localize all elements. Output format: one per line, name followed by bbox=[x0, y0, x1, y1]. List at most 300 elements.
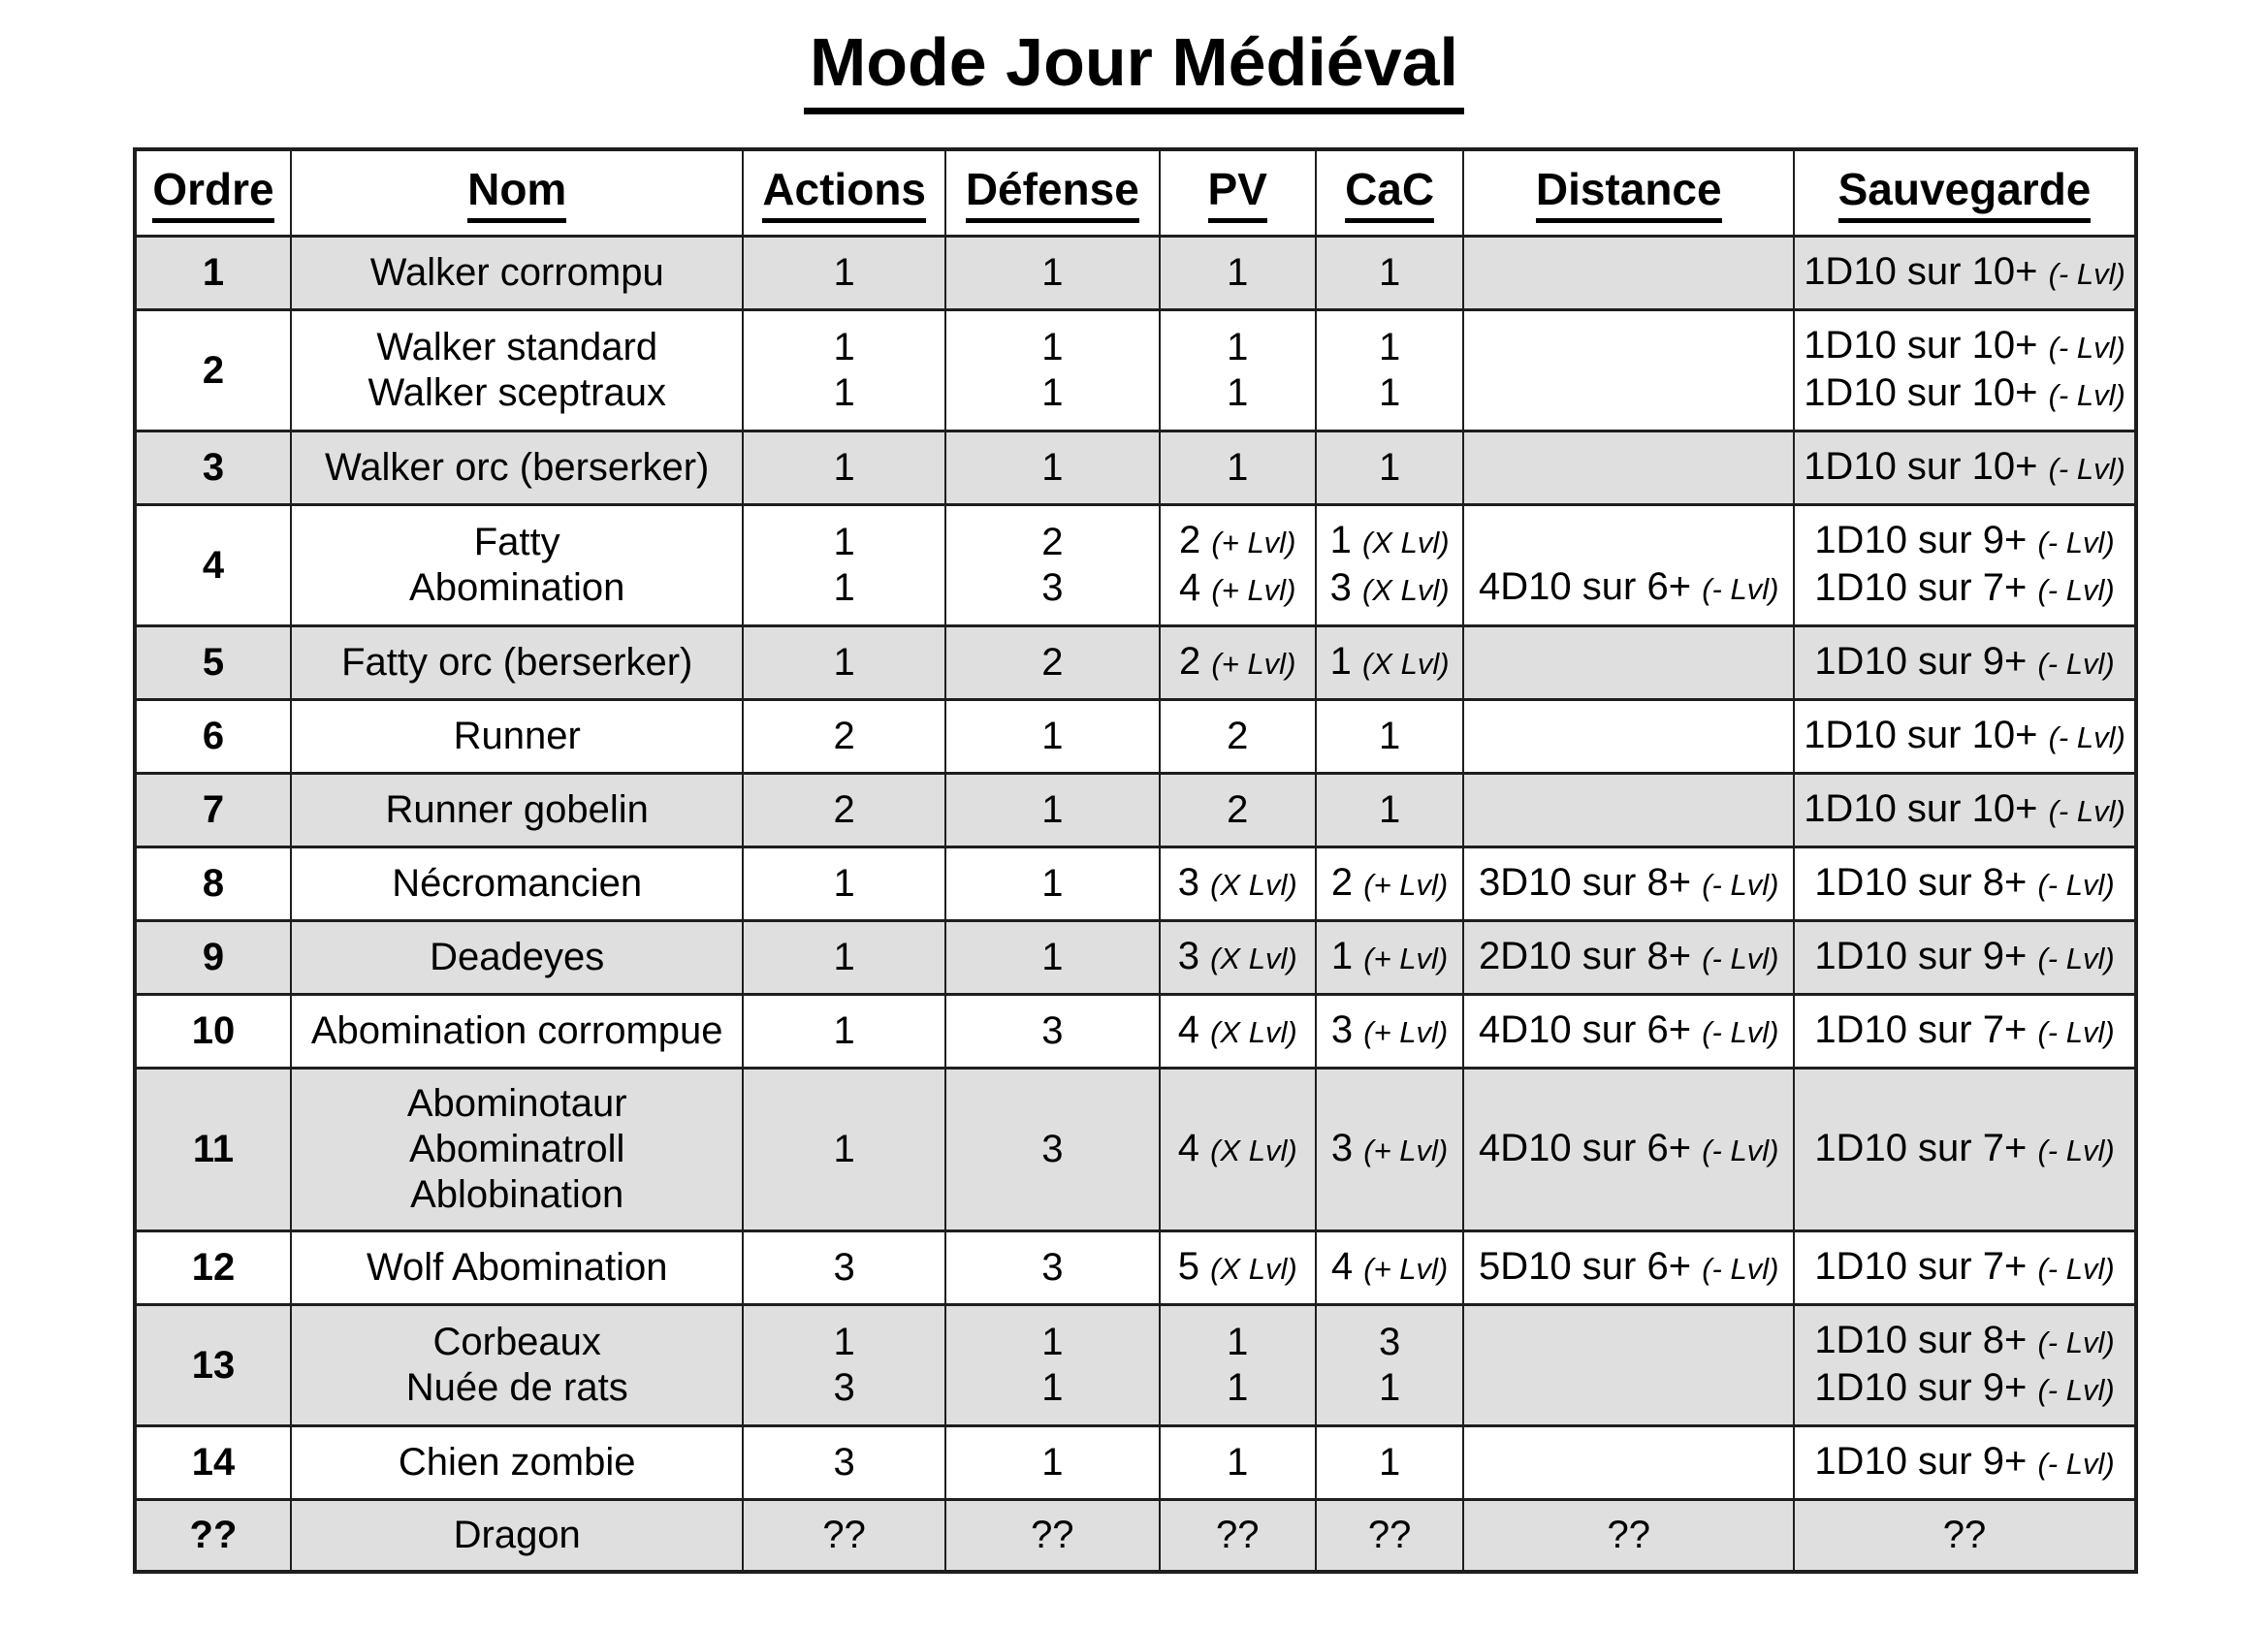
cell-line: 3 bbox=[1041, 1246, 1064, 1289]
cell-defense bbox=[945, 1305, 1160, 1426]
cell-sauvegarde bbox=[1794, 995, 2136, 1069]
cell-line: 1 bbox=[833, 371, 855, 414]
cell-line: 1D10 sur 7+ (- Lvl) bbox=[1814, 1245, 2115, 1288]
cell-line: 3 bbox=[833, 1366, 855, 1409]
table-row bbox=[135, 626, 2136, 700]
cell-line: 7 bbox=[202, 788, 225, 831]
cell-defense bbox=[945, 847, 1160, 921]
document-page bbox=[0, 25, 2268, 1574]
cell-line: ?? bbox=[1215, 1514, 1260, 1556]
cell-line: 1 bbox=[1378, 1441, 1401, 1484]
cell-ordre bbox=[135, 700, 291, 774]
level-modifier-suffix: (X Lvl) bbox=[1210, 868, 1297, 902]
cell-cac bbox=[1316, 1305, 1464, 1426]
cell-line: 1D10 sur 7+ (- Lvl) bbox=[1814, 566, 2115, 609]
level-modifier-suffix: (+ Lvl) bbox=[1363, 868, 1449, 902]
cell-line: 1 bbox=[833, 1321, 855, 1363]
cell-line: ?? bbox=[1942, 1514, 1987, 1556]
cell-line: 1 bbox=[1227, 1366, 1249, 1409]
column-header-sauvegarde bbox=[1794, 149, 2136, 237]
cell-cac bbox=[1316, 774, 1464, 847]
cell-sauvegarde bbox=[1794, 1305, 2136, 1426]
cell-actions bbox=[743, 505, 944, 626]
level-modifier-suffix: (- Lvl) bbox=[2048, 794, 2125, 828]
level-modifier-suffix: (- Lvl) bbox=[1702, 1134, 1779, 1167]
cell-line: 1 bbox=[202, 251, 225, 294]
cell-ordre bbox=[135, 1500, 291, 1573]
cell-line: 3 bbox=[1041, 1128, 1064, 1170]
cell-line: 1 bbox=[1378, 326, 1401, 368]
cell-distance bbox=[1463, 431, 1794, 505]
cell-line bbox=[1470, 519, 1787, 564]
cell-line: 1 bbox=[1378, 446, 1401, 489]
column-header-nom bbox=[291, 149, 743, 237]
level-modifier-suffix: (- Lvl) bbox=[2037, 1252, 2115, 1286]
cell-sauvegarde bbox=[1794, 1426, 2136, 1500]
cell-line: 4D10 sur 6+ (- Lvl) bbox=[1479, 1008, 1779, 1051]
cell-line: 1D10 sur 10+ (- Lvl) bbox=[1804, 324, 2125, 367]
level-modifier-suffix: (X Lvl) bbox=[1210, 1015, 1297, 1049]
cell-ordre bbox=[135, 1305, 291, 1426]
cell-line: Runner gobelin bbox=[385, 788, 649, 831]
cell-cac bbox=[1316, 995, 1464, 1069]
cell-line bbox=[1470, 640, 1787, 686]
cell-line: 2 (+ Lvl) bbox=[1179, 640, 1296, 683]
cell-sauvegarde bbox=[1794, 1231, 2136, 1305]
cell-ordre bbox=[135, 995, 291, 1069]
cell-line: 1D10 sur 10+ (- Lvl) bbox=[1804, 371, 2125, 414]
cell-line: 11 bbox=[192, 1128, 235, 1170]
cell-distance bbox=[1463, 700, 1794, 774]
cell-line: 1 bbox=[1378, 1366, 1401, 1409]
cell-line: 4 (+ Lvl) bbox=[1330, 1245, 1449, 1288]
cell-pv bbox=[1160, 431, 1316, 505]
cell-cac bbox=[1316, 431, 1464, 505]
level-modifier-suffix: (X Lvl) bbox=[1361, 573, 1450, 607]
cell-line: 1D10 sur 7+ (- Lvl) bbox=[1814, 1008, 2115, 1051]
cell-line: 1D10 sur 10+ (- Lvl) bbox=[1804, 445, 2125, 488]
column-header-distance bbox=[1463, 149, 1794, 237]
stats-table bbox=[133, 147, 2138, 1574]
cell-line: 2 bbox=[833, 715, 855, 757]
cell-line: 1 bbox=[1041, 371, 1064, 414]
cell-line: 1 bbox=[1378, 371, 1401, 414]
cell-sauvegarde bbox=[1794, 1500, 2136, 1573]
cell-defense bbox=[945, 431, 1160, 505]
level-modifier-suffix: (- Lvl) bbox=[2037, 573, 2115, 607]
cell-nom bbox=[291, 847, 743, 921]
cell-line bbox=[1470, 445, 1787, 491]
cell-line: 2 bbox=[1227, 715, 1249, 757]
column-header-label: Défense bbox=[966, 163, 1139, 223]
cell-sauvegarde bbox=[1794, 847, 2136, 921]
level-modifier-suffix: (X Lvl) bbox=[1210, 1252, 1297, 1286]
cell-line: 3 bbox=[1378, 1321, 1401, 1363]
cell-line: ?? bbox=[1031, 1514, 1074, 1556]
cell-nom bbox=[291, 310, 743, 431]
cell-line: 1 bbox=[1227, 446, 1249, 489]
cell-line: 4D10 sur 6+ (- Lvl) bbox=[1479, 565, 1779, 608]
cell-pv bbox=[1160, 921, 1316, 995]
cell-line: 1D10 sur 9+ (- Lvl) bbox=[1814, 1366, 2115, 1409]
cell-line: Deadeyes bbox=[430, 936, 605, 978]
cell-line: 1 (X Lvl) bbox=[1329, 640, 1450, 683]
cell-defense bbox=[945, 995, 1160, 1069]
cell-line: 1 bbox=[1041, 326, 1064, 368]
level-modifier-suffix: (- Lvl) bbox=[2048, 720, 2125, 754]
cell-line: 1 bbox=[1041, 446, 1064, 489]
table-row bbox=[135, 237, 2136, 310]
cell-line: 3 bbox=[833, 1246, 855, 1289]
level-modifier-suffix: (+ Lvl) bbox=[1363, 1134, 1449, 1167]
level-modifier-suffix: (+ Lvl) bbox=[1363, 942, 1449, 975]
cell-line: 1 bbox=[1227, 371, 1249, 414]
cell-ordre bbox=[135, 1231, 291, 1305]
cell-line: 1 bbox=[1041, 715, 1064, 757]
cell-cac bbox=[1316, 1069, 1464, 1231]
cell-line: Chien zombie bbox=[398, 1441, 636, 1484]
cell-ordre bbox=[135, 1426, 291, 1500]
cell-line: 1 bbox=[833, 1128, 855, 1170]
cell-ordre bbox=[135, 310, 291, 431]
cell-line: 2 bbox=[1041, 641, 1064, 684]
cell-nom bbox=[291, 626, 743, 700]
cell-ordre bbox=[135, 237, 291, 310]
cell-line: 1 bbox=[1378, 788, 1401, 831]
cell-line: Walker sceptraux bbox=[367, 371, 666, 414]
cell-distance bbox=[1463, 1426, 1794, 1500]
cell-line: 4 bbox=[202, 543, 225, 587]
cell-line: 1D10 sur 10+ (- Lvl) bbox=[1804, 714, 2125, 756]
cell-defense bbox=[945, 1426, 1160, 1500]
cell-line: 1 bbox=[833, 446, 855, 489]
cell-cac bbox=[1316, 1500, 1464, 1573]
cell-line: 3 (X Lvl) bbox=[1177, 935, 1297, 977]
level-modifier-suffix: (+ Lvl) bbox=[1363, 1252, 1449, 1286]
cell-actions bbox=[743, 995, 944, 1069]
cell-line: 4D10 sur 6+ (- Lvl) bbox=[1479, 1127, 1779, 1169]
cell-nom bbox=[291, 1500, 743, 1573]
column-header-defense bbox=[945, 149, 1160, 237]
cell-sauvegarde bbox=[1794, 700, 2136, 774]
cell-ordre bbox=[135, 431, 291, 505]
cell-line: 1 (+ Lvl) bbox=[1330, 935, 1449, 977]
level-modifier-suffix: (- Lvl) bbox=[1702, 942, 1779, 975]
cell-pv bbox=[1160, 310, 1316, 431]
cell-line: Wolf Abomination bbox=[366, 1246, 668, 1289]
column-header-label: PV bbox=[1208, 163, 1267, 223]
cell-sauvegarde bbox=[1794, 505, 2136, 626]
level-modifier-suffix: (- Lvl) bbox=[1702, 868, 1779, 902]
cell-line: 1 bbox=[833, 521, 855, 563]
level-modifier-suffix: (- Lvl) bbox=[2037, 647, 2115, 681]
cell-line: 1 bbox=[1227, 326, 1249, 368]
cell-defense bbox=[945, 505, 1160, 626]
cell-line: 5 (X Lvl) bbox=[1177, 1245, 1297, 1288]
cell-line: Abominotaur bbox=[406, 1082, 627, 1125]
column-header-label: CaC bbox=[1345, 163, 1434, 223]
cell-nom bbox=[291, 1231, 743, 1305]
cell-nom bbox=[291, 505, 743, 626]
cell-line bbox=[1470, 250, 1787, 296]
cell-line: 8 bbox=[202, 862, 225, 905]
cell-line: 1D10 sur 9+ (- Lvl) bbox=[1814, 640, 2115, 683]
cell-ordre bbox=[135, 921, 291, 995]
cell-line: 1D10 sur 8+ (- Lvl) bbox=[1814, 1319, 2115, 1361]
cell-pv bbox=[1160, 774, 1316, 847]
level-modifier-suffix: (- Lvl) bbox=[2037, 1134, 2115, 1167]
cell-ordre bbox=[135, 1069, 291, 1231]
level-modifier-suffix: (+ Lvl) bbox=[1211, 573, 1296, 607]
cell-pv bbox=[1160, 1500, 1316, 1573]
cell-line: 13 bbox=[191, 1343, 236, 1387]
cell-line: 3 (+ Lvl) bbox=[1330, 1008, 1449, 1051]
level-modifier-suffix: (- Lvl) bbox=[2037, 1373, 2115, 1407]
cell-ordre bbox=[135, 626, 291, 700]
cell-line: 1D10 sur 7+ (- Lvl) bbox=[1814, 1127, 2115, 1169]
table-row bbox=[135, 847, 2136, 921]
cell-line: 1 bbox=[1041, 1321, 1064, 1363]
table-row bbox=[135, 505, 2136, 626]
cell-actions bbox=[743, 431, 944, 505]
table-row bbox=[135, 1231, 2136, 1305]
cell-line: 1 (X Lvl) bbox=[1329, 519, 1450, 561]
cell-actions bbox=[743, 626, 944, 700]
column-header-actions bbox=[743, 149, 944, 237]
level-modifier-suffix: (- Lvl) bbox=[2037, 942, 2115, 975]
table-row bbox=[135, 1500, 2136, 1573]
table-header-row bbox=[135, 149, 2136, 237]
cell-line: 1 bbox=[1227, 1321, 1249, 1363]
cell-pv bbox=[1160, 1231, 1316, 1305]
level-modifier-suffix: (+ Lvl) bbox=[1211, 647, 1296, 681]
cell-line: 5 bbox=[202, 641, 225, 684]
cell-cac bbox=[1316, 847, 1464, 921]
cell-pv bbox=[1160, 700, 1316, 774]
column-header-label: Ordre bbox=[152, 163, 273, 223]
cell-defense bbox=[945, 700, 1160, 774]
cell-nom bbox=[291, 237, 743, 310]
cell-sauvegarde bbox=[1794, 237, 2136, 310]
cell-nom bbox=[291, 1305, 743, 1426]
table-row bbox=[135, 431, 2136, 505]
cell-line bbox=[1470, 714, 1787, 759]
cell-line: Corbeaux bbox=[432, 1321, 601, 1363]
cell-sauvegarde bbox=[1794, 1069, 2136, 1231]
cell-line: 9 bbox=[202, 936, 225, 978]
cell-line: ?? bbox=[189, 1514, 238, 1556]
cell-nom bbox=[291, 921, 743, 995]
level-modifier-suffix: (X Lvl) bbox=[1361, 647, 1450, 681]
cell-line: 2 (+ Lvl) bbox=[1330, 861, 1449, 904]
page-title-text: Mode Jour Médiéval bbox=[804, 25, 1464, 114]
cell-line: 3 (X Lvl) bbox=[1329, 566, 1450, 609]
cell-line: 3 (+ Lvl) bbox=[1330, 1127, 1449, 1169]
cell-line: 1 bbox=[833, 936, 855, 978]
cell-line: 2D10 sur 8+ (- Lvl) bbox=[1479, 935, 1779, 977]
cell-line: 1 bbox=[1041, 862, 1064, 905]
cell-line: 1 bbox=[1227, 251, 1249, 294]
cell-line: 4 (X Lvl) bbox=[1177, 1127, 1297, 1169]
cell-line: Abomination bbox=[409, 566, 625, 609]
level-modifier-suffix: (- Lvl) bbox=[1702, 1252, 1779, 1286]
cell-line: 1 bbox=[833, 641, 855, 684]
cell-pv bbox=[1160, 847, 1316, 921]
level-modifier-suffix: (- Lvl) bbox=[1702, 1015, 1779, 1049]
cell-distance bbox=[1463, 626, 1794, 700]
cell-sauvegarde bbox=[1794, 921, 2136, 995]
cell-line: Ablobination bbox=[410, 1173, 624, 1216]
cell-line bbox=[1470, 1440, 1787, 1485]
cell-defense bbox=[945, 774, 1160, 847]
cell-line: ?? bbox=[1607, 1514, 1650, 1556]
column-header-label: Distance bbox=[1536, 163, 1722, 223]
column-header-label: Sauvegarde bbox=[1838, 163, 2092, 223]
cell-distance bbox=[1463, 1231, 1794, 1305]
column-header-cac bbox=[1316, 149, 1464, 237]
cell-line: 1 bbox=[1041, 251, 1064, 294]
cell-sauvegarde bbox=[1794, 431, 2136, 505]
cell-actions bbox=[743, 1231, 944, 1305]
cell-pv bbox=[1160, 1426, 1316, 1500]
cell-nom bbox=[291, 700, 743, 774]
cell-distance bbox=[1463, 505, 1794, 626]
cell-line: 1D10 sur 9+ (- Lvl) bbox=[1814, 1440, 2115, 1483]
level-modifier-suffix: (- Lvl) bbox=[2048, 452, 2125, 486]
cell-line: 1 bbox=[1378, 251, 1401, 294]
level-modifier-suffix: (- Lvl) bbox=[2048, 378, 2125, 412]
level-modifier-suffix: (- Lvl) bbox=[2037, 1447, 2115, 1481]
cell-actions bbox=[743, 1500, 944, 1573]
cell-line: Fatty bbox=[473, 521, 560, 563]
cell-cac bbox=[1316, 700, 1464, 774]
cell-line: 1 bbox=[1378, 715, 1401, 757]
cell-line: 1 bbox=[1041, 788, 1064, 831]
table-row bbox=[135, 1069, 2136, 1231]
cell-line: Runner bbox=[453, 715, 581, 757]
cell-ordre bbox=[135, 774, 291, 847]
cell-line: 2 bbox=[833, 788, 855, 831]
cell-pv bbox=[1160, 237, 1316, 310]
level-modifier-suffix: (- Lvl) bbox=[2037, 868, 2115, 902]
cell-defense bbox=[945, 310, 1160, 431]
table-row bbox=[135, 700, 2136, 774]
cell-line: 2 bbox=[1041, 521, 1064, 563]
cell-line: Fatty orc (berserker) bbox=[341, 641, 693, 684]
cell-line: ?? bbox=[822, 1514, 866, 1556]
cell-distance bbox=[1463, 995, 1794, 1069]
cell-distance bbox=[1463, 1305, 1794, 1426]
cell-line: 3 bbox=[833, 1441, 855, 1484]
cell-defense bbox=[945, 626, 1160, 700]
cell-defense bbox=[945, 1500, 1160, 1573]
cell-distance bbox=[1463, 1500, 1794, 1573]
cell-actions bbox=[743, 921, 944, 995]
cell-line: 3 bbox=[1041, 1009, 1064, 1052]
cell-cac bbox=[1316, 626, 1464, 700]
cell-actions bbox=[743, 1426, 944, 1500]
cell-sauvegarde bbox=[1794, 310, 2136, 431]
cell-actions bbox=[743, 237, 944, 310]
cell-line: 5D10 sur 6+ (- Lvl) bbox=[1479, 1245, 1779, 1288]
cell-pv bbox=[1160, 1305, 1316, 1426]
cell-line: 1D10 sur 9+ (- Lvl) bbox=[1814, 935, 2115, 977]
cell-line: 1 bbox=[1041, 1441, 1064, 1484]
cell-line: 3D10 sur 8+ (- Lvl) bbox=[1479, 861, 1779, 904]
level-modifier-suffix: (- Lvl) bbox=[2037, 526, 2115, 559]
cell-pv bbox=[1160, 505, 1316, 626]
cell-distance bbox=[1463, 921, 1794, 995]
level-modifier-suffix: (+ Lvl) bbox=[1211, 526, 1296, 559]
cell-line: Dragon bbox=[453, 1514, 581, 1556]
cell-actions bbox=[743, 310, 944, 431]
cell-sauvegarde bbox=[1794, 774, 2136, 847]
cell-line: 2 bbox=[1227, 788, 1249, 831]
cell-line: 12 bbox=[191, 1246, 236, 1289]
cell-line: 1D10 sur 10+ (- Lvl) bbox=[1804, 250, 2125, 293]
cell-distance bbox=[1463, 310, 1794, 431]
column-header-ordre bbox=[135, 149, 291, 237]
cell-nom bbox=[291, 774, 743, 847]
cell-line: 1D10 sur 8+ (- Lvl) bbox=[1814, 861, 2115, 904]
cell-line: 1 bbox=[833, 862, 855, 905]
cell-pv bbox=[1160, 1069, 1316, 1231]
level-modifier-suffix: (- Lvl) bbox=[2037, 1326, 2115, 1359]
cell-line bbox=[1470, 787, 1787, 833]
level-modifier-suffix: (- Lvl) bbox=[1702, 572, 1779, 606]
column-header-label: Nom bbox=[467, 163, 566, 223]
cell-distance bbox=[1463, 1069, 1794, 1231]
cell-line: 1 bbox=[1041, 1366, 1064, 1409]
cell-line: 3 bbox=[1041, 566, 1064, 609]
cell-distance bbox=[1463, 847, 1794, 921]
cell-actions bbox=[743, 1305, 944, 1426]
column-header-pv bbox=[1160, 149, 1316, 237]
cell-line: 1D10 sur 10+ (- Lvl) bbox=[1804, 787, 2125, 830]
level-modifier-suffix: (- Lvl) bbox=[2048, 331, 2125, 365]
table-row bbox=[135, 921, 2136, 995]
cell-line: Abominatroll bbox=[409, 1128, 625, 1170]
cell-nom bbox=[291, 1069, 743, 1231]
cell-line: 3 bbox=[202, 446, 225, 489]
cell-defense bbox=[945, 1069, 1160, 1231]
cell-cac bbox=[1316, 921, 1464, 995]
cell-line: 1 bbox=[833, 566, 855, 609]
column-header-label: Actions bbox=[762, 163, 926, 223]
cell-line: 3 (X Lvl) bbox=[1177, 861, 1297, 904]
cell-distance bbox=[1463, 774, 1794, 847]
cell-pv bbox=[1160, 995, 1316, 1069]
cell-line: 4 (X Lvl) bbox=[1177, 1008, 1297, 1051]
cell-nom bbox=[291, 431, 743, 505]
cell-line: 6 bbox=[202, 715, 225, 757]
level-modifier-suffix: (X Lvl) bbox=[1210, 942, 1297, 975]
cell-defense bbox=[945, 921, 1160, 995]
level-modifier-suffix: (X Lvl) bbox=[1361, 526, 1450, 559]
cell-cac bbox=[1316, 1231, 1464, 1305]
cell-line: 10 bbox=[191, 1009, 236, 1052]
cell-defense bbox=[945, 237, 1160, 310]
cell-line: 1 bbox=[833, 251, 855, 294]
cell-cac bbox=[1316, 237, 1464, 310]
cell-line: 2 bbox=[202, 348, 225, 392]
table-row bbox=[135, 774, 2136, 847]
cell-line: Nuée de rats bbox=[405, 1366, 628, 1409]
cell-actions bbox=[743, 774, 944, 847]
table-row bbox=[135, 1426, 2136, 1500]
cell-line: 1 bbox=[1227, 1441, 1249, 1484]
cell-line: Walker orc (berserker) bbox=[325, 446, 710, 489]
